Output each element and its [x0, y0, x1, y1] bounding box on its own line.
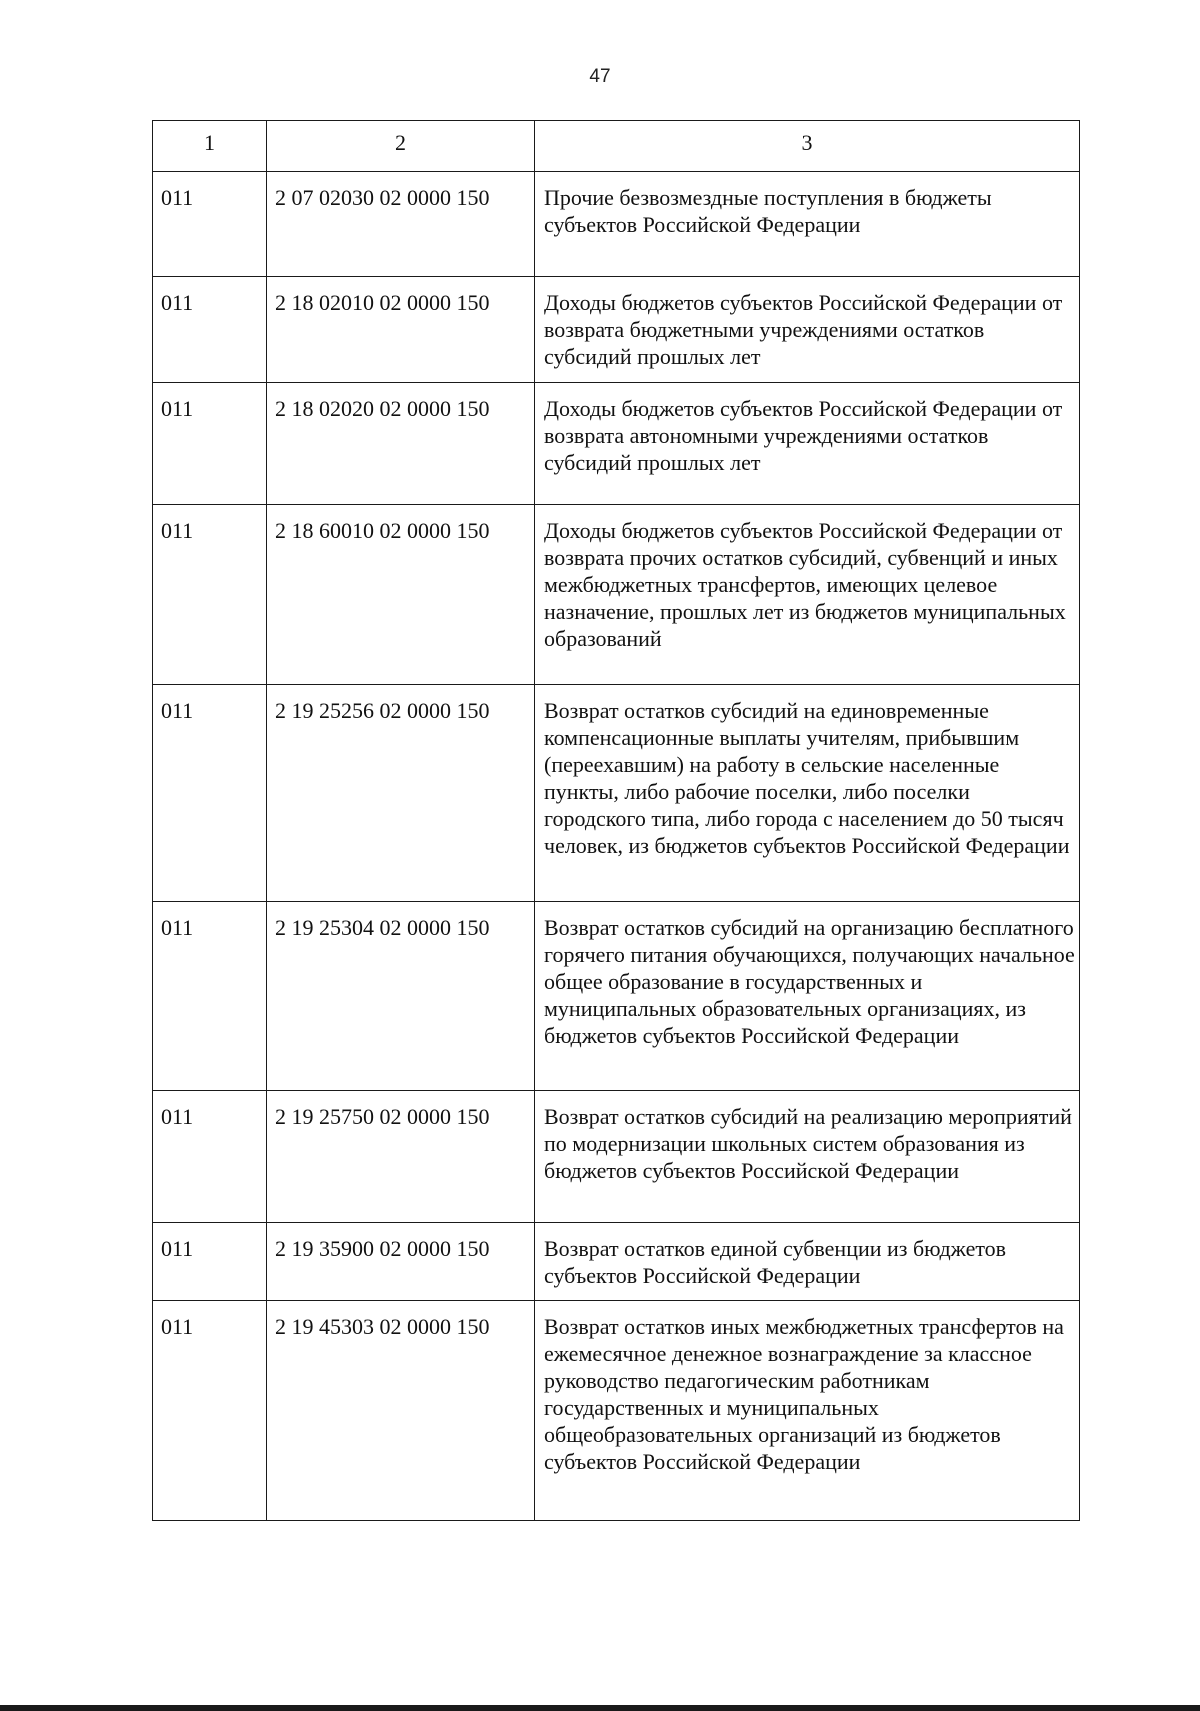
revenue-description-cell: Возврат остатков иных межбюджетных трансфертов на ежемесячное денежное вознаграждение за классное руководство педагогическим работникам государственных и муниципальных общеобразовательных организаций из бюджетов субъектов Российской Федерации [535, 1301, 1080, 1521]
budget-classification-code-cell: 2 18 02010 02 0000 150 [267, 277, 535, 383]
page-number: 47 [589, 66, 611, 87]
budget-classification-code-cell: 2 19 45303 02 0000 150 [267, 1301, 535, 1521]
revenue-description-cell: Возврат остатков субсидий на единовременные компенсационные выплаты учителям, прибывшим (переехавшим) на работу в сельские населенные пункты, либо рабочие поселки, либо поселки городского типа, либо города с населением до 50 тысяч человек, из бюджетов субъектов Российской Федерации [535, 685, 1080, 902]
budget-classification-code-cell: 2 07 02030 02 0000 150 [267, 172, 535, 277]
admin-code-cell: 011 [153, 383, 267, 505]
revenue-description-cell: Возврат остатков субсидий на реализацию мероприятий по модернизации школьных систем образования из бюджетов субъектов Российской Федерации [535, 1091, 1080, 1223]
table-row [153, 383, 1080, 505]
admin-code-cell: 011 [153, 685, 267, 902]
table-row [153, 505, 1080, 685]
revenue-description-cell: Прочие безвозмездные поступления в бюджеты субъектов Российской Федерации [535, 172, 1080, 277]
table-row [153, 277, 1080, 383]
admin-code-cell: 011 [153, 1301, 267, 1521]
budget-classification-code-cell: 2 19 35900 02 0000 150 [267, 1223, 535, 1301]
budget-classification-code-cell: 2 19 25750 02 0000 150 [267, 1091, 535, 1223]
table-row [153, 685, 1080, 902]
table-row [153, 1223, 1080, 1301]
admin-code-cell: 011 [153, 505, 267, 685]
revenue-description-cell: Возврат остатков субсидий на организацию бесплатного горячего питания обучающихся, получающих начальное общее образование в государственных и муниципальных образовательных организациях, из бюджетов субъектов Российской Федерации [535, 902, 1080, 1091]
table-row [153, 1301, 1080, 1521]
admin-code-cell: 011 [153, 277, 267, 383]
budget-classification-code-cell: 2 19 25304 02 0000 150 [267, 902, 535, 1091]
table-row [153, 172, 1080, 277]
table-body [153, 172, 1080, 1521]
column-header-2: 2 [267, 121, 535, 172]
column-header-1: 1 [153, 121, 267, 172]
revenue-codes-table [152, 120, 1080, 1521]
revenue-description-cell: Доходы бюджетов субъектов Российской Федерации от возврата бюджетными учреждениями остатков субсидий прошлых лет [535, 277, 1080, 383]
revenue-description-cell: Возврат остатков единой субвенции из бюджетов субъектов Российской Федерации [535, 1223, 1080, 1301]
revenue-description-cell: Доходы бюджетов субъектов Российской Федерации от возврата автономными учреждениями остатков субсидий прошлых лет [535, 383, 1080, 505]
admin-code-cell: 011 [153, 902, 267, 1091]
header-row [153, 121, 1080, 172]
column-header-3: 3 [535, 121, 1080, 172]
admin-code-cell: 011 [153, 1091, 267, 1223]
budget-classification-code-cell: 2 19 25256 02 0000 150 [267, 685, 535, 902]
scan-bottom-edge [0, 1705, 1200, 1711]
admin-code-cell: 011 [153, 172, 267, 277]
table-row [153, 1091, 1080, 1223]
budget-classification-code-cell: 2 18 60010 02 0000 150 [267, 505, 535, 685]
table-row [153, 902, 1080, 1091]
budget-classification-code-cell: 2 18 02020 02 0000 150 [267, 383, 535, 505]
revenue-description-cell: Доходы бюджетов субъектов Российской Федерации от возврата прочих остатков субсидий, субвенций и иных межбюджетных трансфертов, имеющих целевое назначение, прошлых лет из бюджетов муниципальных образований [535, 505, 1080, 685]
admin-code-cell: 011 [153, 1223, 267, 1301]
